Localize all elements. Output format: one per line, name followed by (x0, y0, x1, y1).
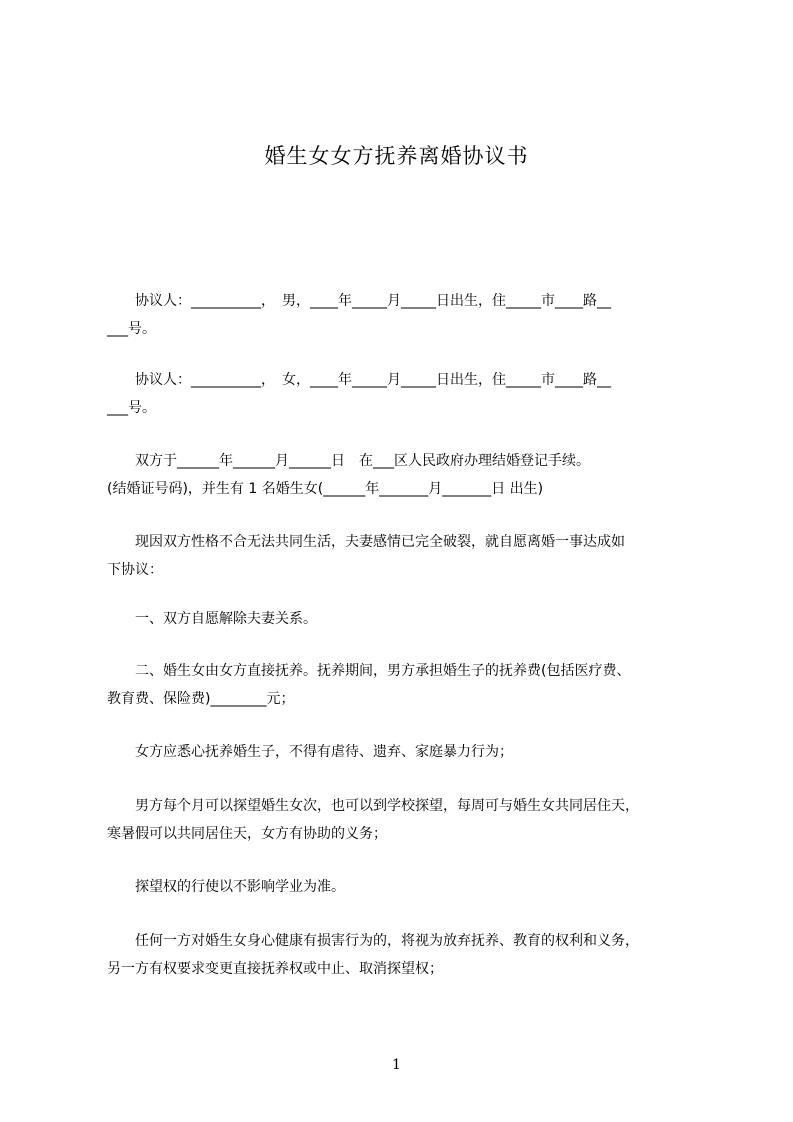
paragraph-harm-clause (107, 927, 707, 983)
paragraph-line: 女方应悉心抚养婚生子，不得有虐待、遗弃、家庭暴力行为； (107, 744, 513, 760)
paragraph-line: 一、双方自愿解除夫妻关系。 (107, 611, 317, 627)
paragraph-party-female (107, 366, 707, 422)
paragraph-line: 协议人：__________， 女，____年_____月_____日出生，住_____市____路__ (107, 372, 611, 388)
paragraph-marriage-registration (107, 447, 707, 503)
paragraph-line: ___号。 (107, 321, 156, 337)
paragraph-line: 探望权的行使以不影响学业为准。 (107, 879, 345, 895)
paragraph-reason (107, 528, 707, 584)
paragraph-line: 二、婚生女由女方直接抚养。抚养期间，男方承担婚生子的抚养费(包括医疗费、 (107, 663, 631, 679)
paragraph-visitation (107, 792, 707, 848)
paragraph-line: 双方于______年______月______日 在___区人民政府办理结婚登记手续。 (107, 453, 590, 469)
paragraph-visitation-rule (107, 873, 707, 901)
paragraph-line: 寒暑假可以共同居住天，女方有协助的义务； (107, 826, 387, 842)
paragraph-party-male (107, 287, 707, 343)
clause-one (107, 605, 707, 633)
paragraph-line: 下协议： (107, 562, 163, 578)
paragraph-line: 协议人：__________， 男，____年_____月_____日出生，住_____市____路__ (107, 293, 611, 309)
paragraph-line: 任何一方对婚生女身心健康有损害行为的，将视为放弃抚养、教育的权利和义务， (107, 933, 639, 949)
paragraph-line: 男方每个月可以探望婚生女次，也可以到学校探望，每周可与婚生女共同居住天， (107, 798, 639, 814)
paragraph-line: 教育费、保险费)________元； (107, 691, 295, 707)
paragraph-mother-duty (107, 738, 707, 766)
clause-two (107, 657, 707, 713)
page-number: 1 (392, 1057, 401, 1073)
document-title: 婚生女女方抚养离婚协议书 (264, 144, 529, 168)
paragraph-line: ___号。 (107, 400, 156, 416)
paragraph-line: 现因双方性格不合无法共同生活，夫妻感情已完全破裂，就自愿离婚一事达成如 (107, 534, 625, 550)
paragraph-line: (结婚证号码)，并生有 1 名婚生女(______年_______月_______日 出生) (107, 481, 544, 497)
paragraph-line: 另一方有权要求变更直接抚养权或中止、取消探望权； (107, 961, 443, 977)
